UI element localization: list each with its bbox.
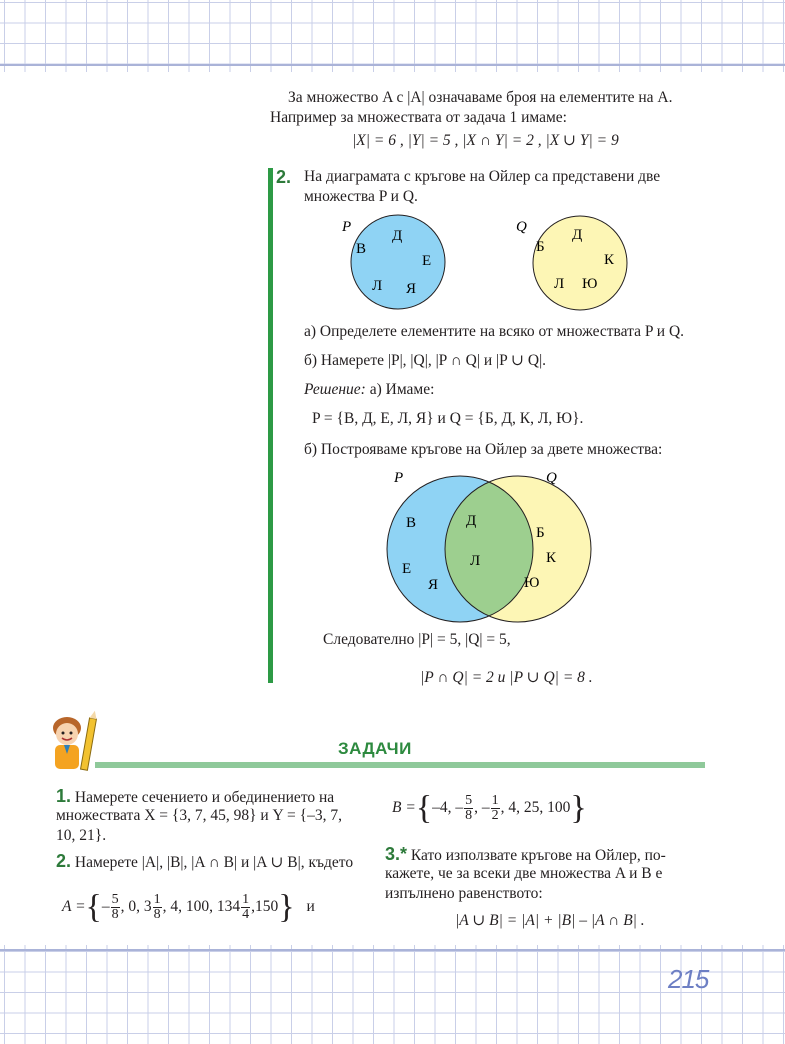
- solution-label: Решение:: [304, 381, 366, 398]
- fraction: [111, 893, 120, 922]
- set-a-tail: и: [306, 898, 315, 915]
- denominator: 8: [111, 906, 119, 922]
- p-element: Я: [406, 281, 417, 297]
- left-brace: {: [415, 789, 433, 827]
- q-only-element: К: [546, 550, 557, 566]
- q-element: К: [604, 252, 615, 268]
- p-element: Л: [372, 278, 383, 294]
- problem-2-number: 2.: [276, 167, 292, 187]
- set-a-definition: [62, 887, 315, 927]
- set-b-mid: , –: [474, 799, 490, 816]
- label-p: P: [394, 470, 404, 486]
- set-b-start: –4, –: [432, 799, 464, 816]
- left-brace: {: [85, 888, 102, 926]
- intro-formula: |X| = 6 , |Y| = 5 , |X ∩ Y| = 2 , |X ∪ Y| = 9: [352, 132, 619, 149]
- set-b-prefix: B =: [392, 799, 416, 816]
- euler-diagram-overlap: [380, 465, 600, 625]
- numerator: 1: [153, 891, 161, 907]
- set-a-mid-2: , 4, 100, 134: [162, 898, 241, 915]
- denominator: 8: [153, 906, 161, 922]
- task-1-line-3: 10, 21}.: [56, 827, 107, 844]
- task-2-text-1: Намерете |A|, |B|, |A ∩ B| и |A ∪ B|, където: [74, 854, 354, 871]
- denominator: 4: [242, 906, 250, 922]
- fraction: [241, 893, 250, 922]
- p-element: Д: [392, 228, 403, 244]
- task-2-line-1: [56, 851, 353, 873]
- task-3-number: 3.*: [385, 844, 408, 864]
- p-only-element: Е: [402, 561, 412, 577]
- label-q: Q: [516, 219, 527, 235]
- solution-b: б) Построяваме кръгове на Ойлер за двете множества:: [304, 441, 663, 458]
- problem-2-text-1: На диаграмата с кръгове на Ойлер са представени две: [304, 168, 661, 185]
- both-element: Л: [470, 553, 481, 569]
- q-element: Л: [554, 276, 565, 292]
- conclusion-2: |P ∩ Q| = 2 и |P ∪ Q| = 8 .: [420, 669, 593, 686]
- right-brace: }: [570, 789, 587, 827]
- intro-line-2: Например за множествата от задача 1 имаме:: [270, 109, 567, 126]
- grid-rule: [0, 949, 785, 951]
- p-element: В: [356, 241, 367, 257]
- q-element: Д: [572, 227, 583, 243]
- task-3-line-2: кажете, че за всеки две множества A и B е: [385, 865, 663, 882]
- set-a-mid-1: , 0, 3: [120, 898, 152, 915]
- fraction: [153, 893, 162, 922]
- numerator: 1: [491, 792, 499, 808]
- task-3-line-3: изпълнено равенството:: [385, 885, 543, 902]
- q-element: Ю: [582, 276, 598, 292]
- task-1-line-2: множествата X = {3, 7, 45, 98} и Y = {–3, 7,: [56, 807, 342, 824]
- top-grid-decoration: [0, 0, 785, 72]
- both-element: Д: [466, 513, 477, 529]
- part-a: а) Определете елементите на всяко от множествата P и Q.: [304, 323, 685, 340]
- task-1-line-1: [56, 786, 334, 808]
- p-element: Е: [422, 253, 432, 269]
- problem-2-text-2: множества P и Q.: [304, 188, 418, 205]
- task-3-line-1: [385, 844, 666, 866]
- q-element: Б: [536, 239, 545, 255]
- problem-side-bar: [268, 168, 273, 683]
- q-only-element: Б: [536, 525, 545, 541]
- numerator: 1: [242, 891, 250, 907]
- p-only-element: В: [406, 515, 417, 531]
- solution-a: а) Имаме:: [369, 381, 435, 398]
- set-b-end: , 4, 25, 100: [500, 799, 571, 816]
- task-3-text-1: Като използвате кръгове на Ойлер, по-: [410, 847, 666, 864]
- boy-with-pencil-icon: [45, 710, 101, 774]
- denominator: 8: [465, 807, 473, 823]
- tasks-heading: ЗАДАЧИ: [338, 739, 412, 758]
- task-3-formula: |A ∪ B| = |A| + |B| – |A ∩ B| .: [455, 912, 645, 929]
- solution-line: [304, 380, 434, 400]
- denominator: 2: [491, 807, 499, 823]
- set-a-end: ,150: [251, 898, 279, 915]
- intro-line-1: За множество A с |A| означаваме броя на елементите на A.: [288, 89, 673, 106]
- label-p: P: [342, 219, 352, 235]
- fraction: [491, 794, 500, 823]
- grid-rule: [0, 64, 785, 66]
- set-a-prefix: A =: [62, 898, 86, 915]
- conclusion-1: Следователно |P| = 5, |Q| = 5,: [323, 631, 511, 648]
- fraction: [464, 794, 473, 823]
- numerator: 5: [111, 891, 119, 907]
- set-b-definition: [392, 788, 587, 828]
- tasks-underline: [95, 762, 705, 768]
- label-q: Q: [546, 470, 557, 486]
- task-1-text-1: Намерете сечението и обединението на: [74, 789, 335, 806]
- part-b: б) Намерете |P|, |Q|, |P ∩ Q| и |P ∪ Q|.: [304, 352, 547, 369]
- set-a-minus: –: [101, 898, 110, 915]
- p-only-element: Я: [428, 577, 439, 593]
- page-number: 215: [668, 964, 709, 994]
- task-2-number: 2.: [56, 851, 72, 871]
- right-brace: }: [278, 888, 295, 926]
- euler-diagram-separate: [330, 210, 650, 315]
- task-1-number: 1.: [56, 786, 72, 806]
- sets-line: P = {В, Д, Е, Л, Я} и Q = {Б, Д, К, Л, Ю}.: [312, 410, 584, 427]
- numerator: 5: [465, 792, 473, 808]
- q-only-element: Ю: [524, 575, 540, 591]
